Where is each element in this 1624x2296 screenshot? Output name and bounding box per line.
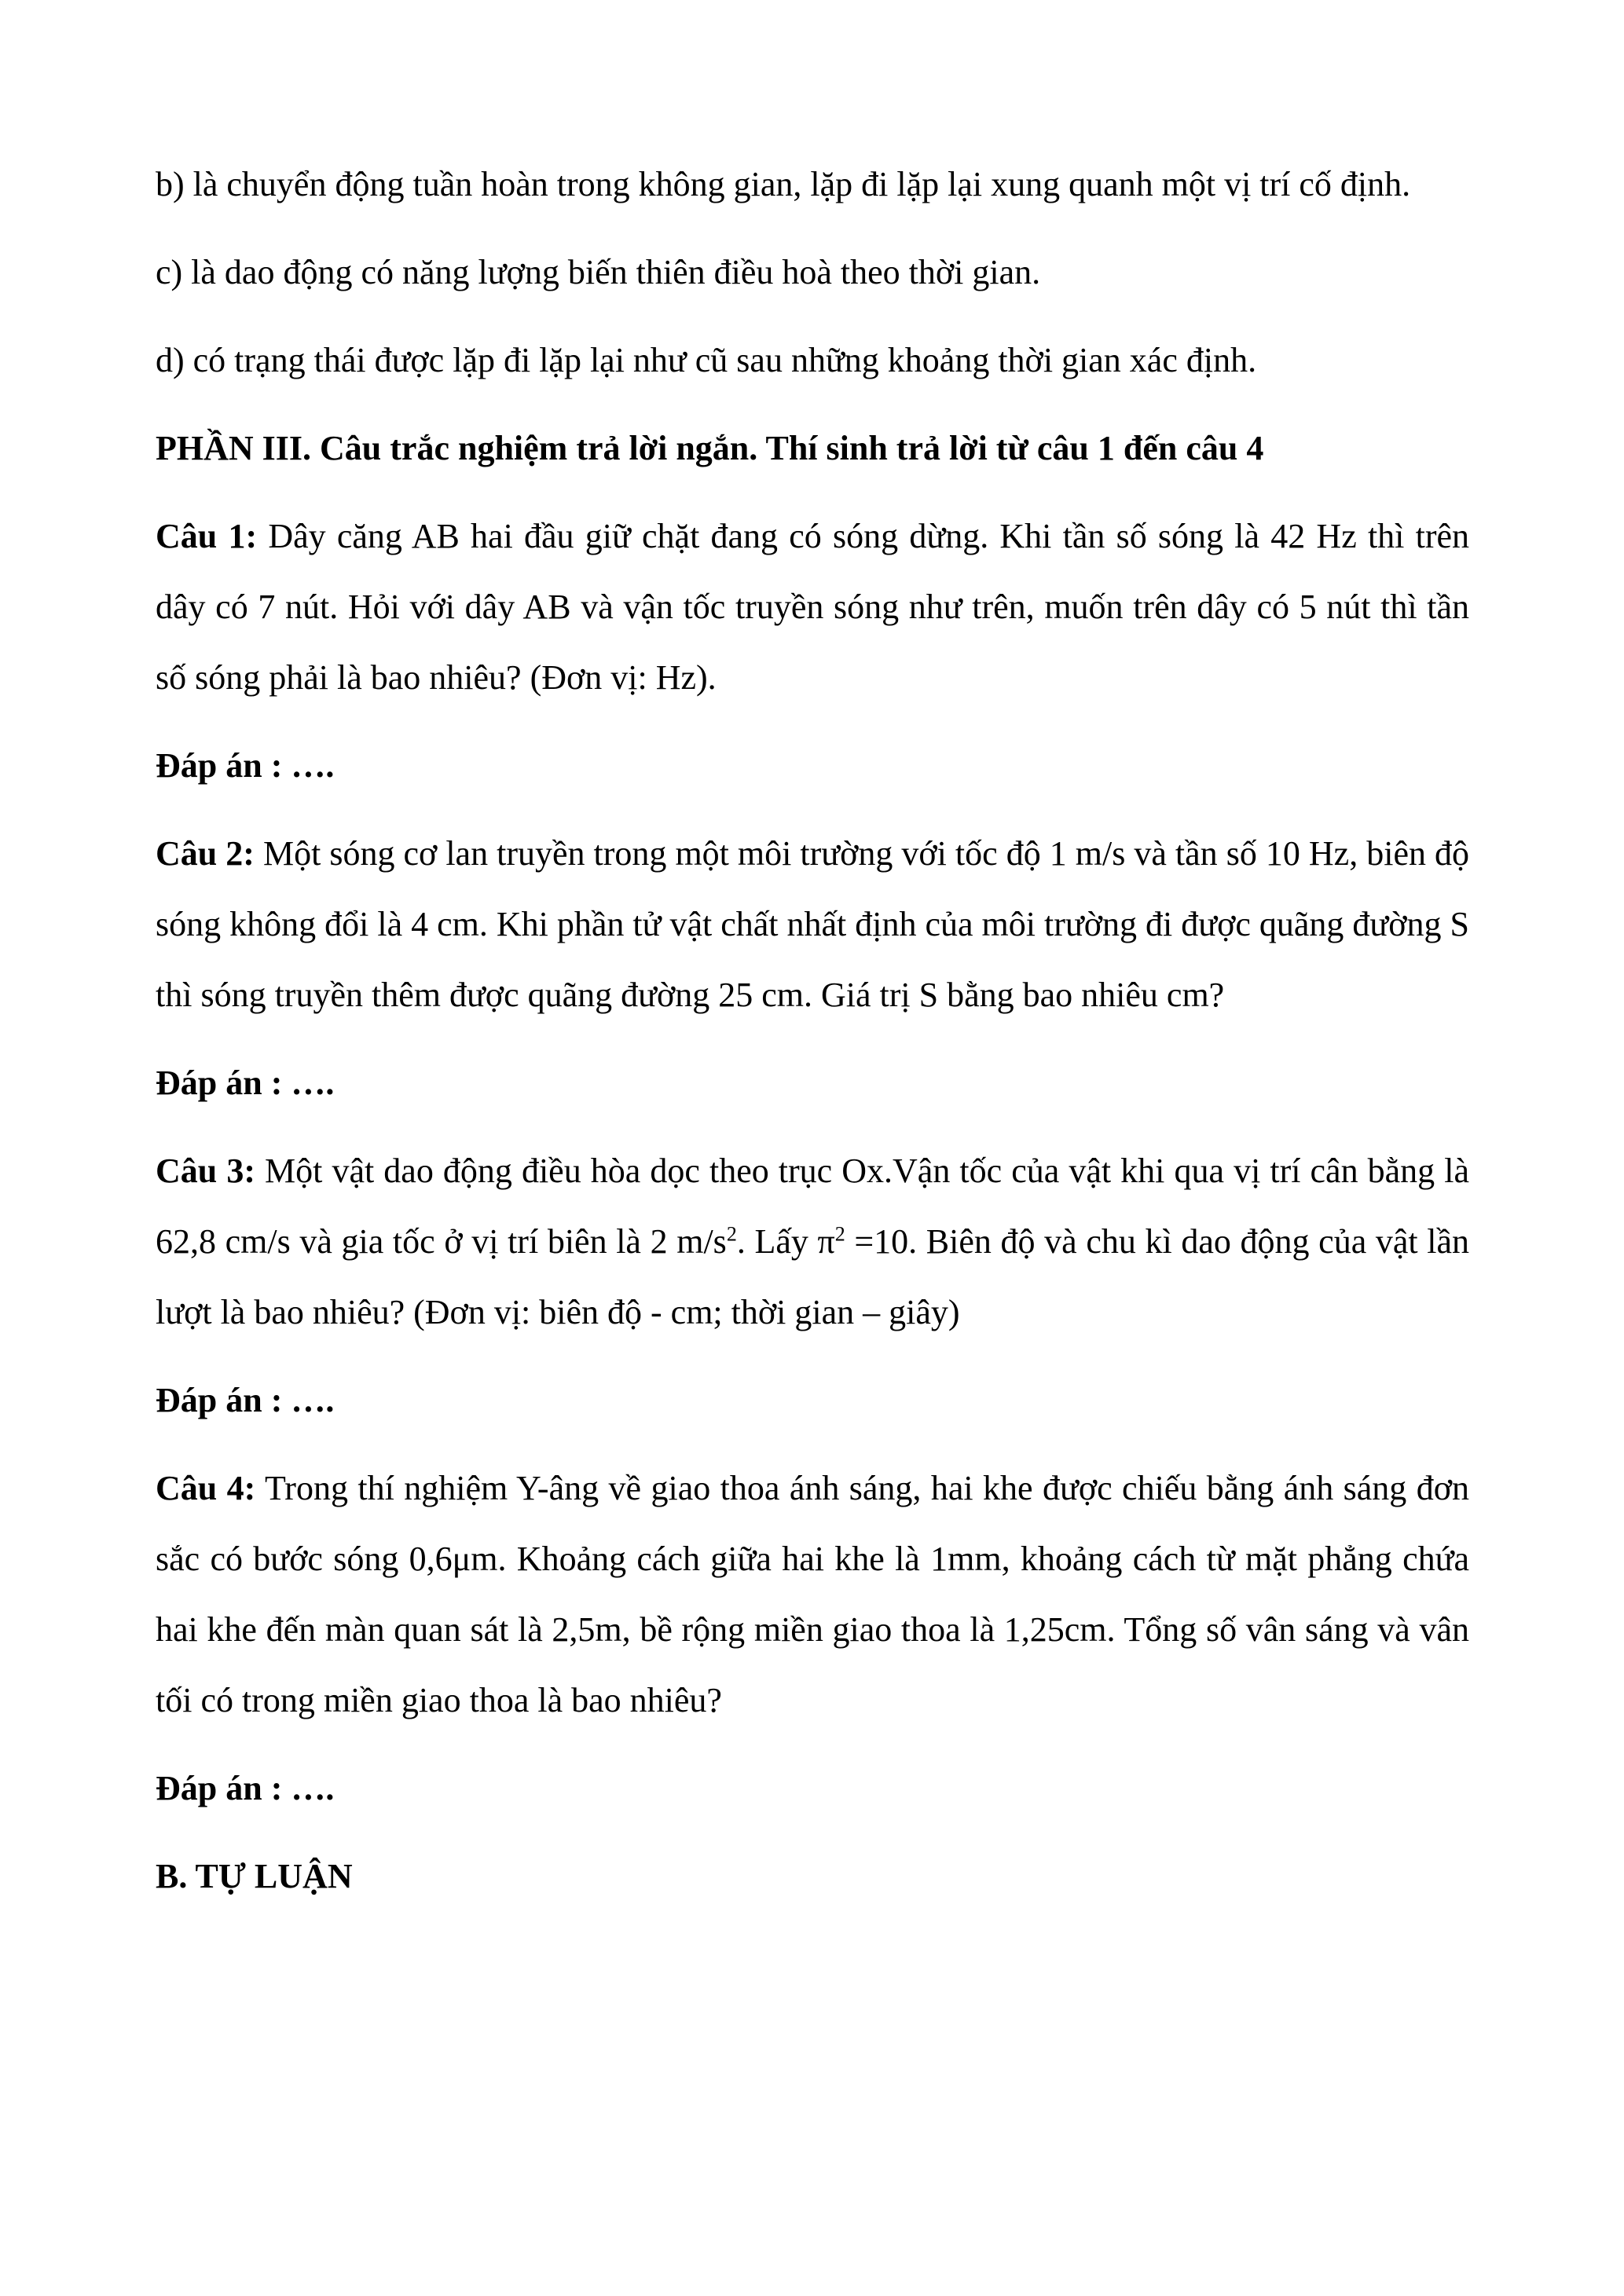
question-4-answer: Đáp án : …. [156, 1769, 335, 1807]
section-3-title: PHẦN III. Câu trắc nghiệm trả lời ngắn. Thí sinh trả lời từ câu 1 đến câu 4 [156, 429, 1264, 467]
option-c: c) là dao động có năng lượng biến thiên điều hoà theo thời gian. [156, 253, 1041, 291]
question-3-label: Câu 3: [156, 1152, 255, 1190]
question-4-label: Câu 4: [156, 1469, 256, 1507]
document-page [156, 149, 1469, 1929]
option-b: b) là chuyển động tuần hoàn trong không gian, lặp đi lặp lại xung quanh một vị trí cố định. [156, 165, 1411, 203]
question-3-text-part3: =10. Biên độ và chu kì dao động của vật lần lượt là bao nhiêu? (Đơn vị: biên độ - cm; thời gian – giây) [156, 1222, 1470, 1331]
option-d: d) có trạng thái được lặp đi lặp lại như cũ sau những khoảng thời gian xác định. [156, 341, 1257, 379]
question-3 [156, 1136, 1469, 1348]
question-1-text: Dây căng AB hai đầu giữ chặt đang có sóng dừng. Khi tần số sóng là 42 Hz thì trên dây có 7 nút. Hỏi với dây AB và vận tốc truyền sóng như trên, muốn trên dây có 5 nút thì tần số sóng phải là bao nhiêu? (Đơn vị: Hz). [156, 517, 1470, 697]
question-1-answer: Đáp án : …. [156, 746, 335, 785]
question-1 [156, 501, 1469, 713]
question-2-label: Câu 2: [156, 834, 255, 873]
question-2-text: Một sóng cơ lan truyền trong một môi trường với tốc độ 1 m/s và tần số 10 Hz, biên độ sóng không đổi là 4 cm. Khi phần tử vật chất nhất định của môi trường đi được quãng đường S thì sóng truyền thêm được quãng đường 25 cm. Giá trị S bằng bao nhiêu cm? [156, 834, 1470, 1014]
question-1-label: Câu 1: [156, 517, 258, 555]
question-3-text-part1: Một vật dao động điều hòa dọc theo trục Ox.Vận tốc của vật khi qua vị trí cân bằng là 62,8 cm/s và gia tốc ở vị trí biên là 2 m/s [156, 1152, 1470, 1261]
question-2 [156, 818, 1469, 1031]
question-3-answer: Đáp án : …. [156, 1381, 335, 1419]
question-3-text-part2: . Lấy π [736, 1222, 835, 1261]
question-3-sup1: 2 [726, 1222, 737, 1246]
question-2-answer: Đáp án : …. [156, 1064, 335, 1102]
question-4-text: Trong thí nghiệm Y-âng về giao thoa ánh sáng, hai khe được chiếu bằng ánh sáng đơn sắc có bước sóng 0,6μm. Khoảng cách giữa hai khe là 1mm, khoảng cách từ mặt phẳng chứa hai khe đến màn quan sát là 2,5m, bề rộng miền giao thoa là 1,25cm. Tổng số vân sáng và vân tối có trong miền giao thoa là bao nhiêu? [156, 1469, 1469, 1719]
question-4 [156, 1453, 1469, 1736]
section-b-title: B. TỰ LUẬN [156, 1857, 353, 1895]
question-3-sup2: 2 [834, 1222, 845, 1246]
